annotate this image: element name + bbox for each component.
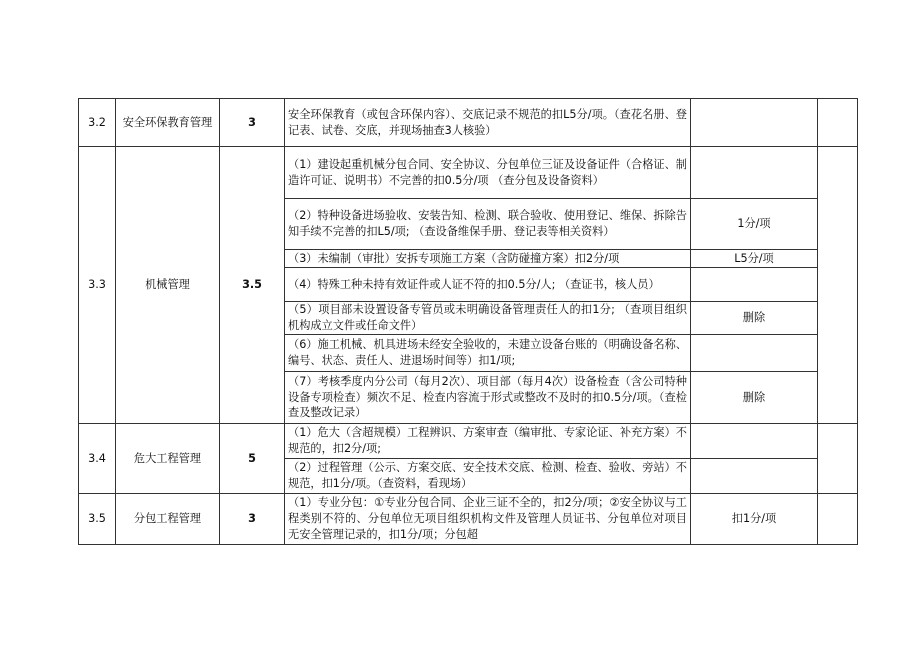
item-name: 危大工程管理 xyxy=(116,424,220,494)
criteria-text: （1）专业分包：①专业分包合同、企业三证不全的，扣2分/项；②安全协议与工程类别不符的、分包单位无项目组织机构文件及管理人员证书、分包单位对项目无安全管理记录的，扣1分/项；分包超 xyxy=(285,494,691,545)
note-cell xyxy=(691,424,818,459)
criteria-text: （7）考核季度内分公司（每月2次）、项目部（每月4次）设备检查（含公司特种设备专项检查）频次不足、检查内容流于形式或整改不及时的扣0.5分/项。（查检查及整改记录） xyxy=(285,372,691,424)
note-cell: 1分/项 xyxy=(691,199,818,250)
criteria-text: （2）特种设备进场验收、安装告知、检测、联合验收、使用登记、维保、拆除告知手续不完善的扣L5/项; （查设备维保手册、登记表等相关资料） xyxy=(285,199,691,250)
item-name: 机械管理 xyxy=(116,147,220,424)
note-cell xyxy=(691,459,818,494)
item-number: 3.5 xyxy=(79,494,116,545)
note-cell xyxy=(691,147,818,199)
table-row xyxy=(79,494,858,545)
item-score: 5 xyxy=(220,424,285,494)
item-number: 3.3 xyxy=(79,147,116,424)
criteria-text: （6）施工机械、机具进场未经安全验收的，未建立设备台账的（明确设备名称、编号、状态、责任人、进退场时间等）扣1/项; xyxy=(285,335,691,372)
note-cell: 删除 xyxy=(691,372,818,424)
criteria-text: （4）特殊工种未持有效证件或人证不符的扣0.5分/人; （查证书，核人员） xyxy=(285,268,691,302)
note-cell: 删除 xyxy=(691,302,818,335)
item-score: 3 xyxy=(220,99,285,147)
criteria-text: （5）项目部未设置设备专管员或未明确设备管理责任人的扣1分; （查项目组织机构成立文件或任命文件） xyxy=(285,302,691,335)
criteria-text: （3）未编制（审批）安拆专项施工方案（含防碰撞方案）扣2分/项 xyxy=(285,250,691,268)
note-cell xyxy=(691,99,818,147)
note-cell xyxy=(691,268,818,302)
criteria-text: （1）建设起重机械分包合同、安全协议、分包单位三证及设备证件（合格证、制造许可证、说明书）不完善的扣0.5分/项 （查分包及设备资料） xyxy=(285,147,691,199)
item-number: 3.4 xyxy=(79,424,116,494)
note-cell: L5分/项 xyxy=(691,250,818,268)
item-name: 分包工程管理 xyxy=(116,494,220,545)
blank-cell xyxy=(818,147,858,424)
table-row xyxy=(79,99,858,147)
item-number: 3.2 xyxy=(79,99,116,147)
blank-cell xyxy=(818,494,858,545)
item-name: 安全环保教育管理 xyxy=(116,99,220,147)
blank-cell xyxy=(818,99,858,147)
note-cell: 扣1分/项 xyxy=(691,494,818,545)
table-row xyxy=(79,424,858,459)
criteria-text: （1）危大（含超规模）工程辨识、方案审查（编审批、专家论证、补充方案）不规范的，扣2分/项; xyxy=(285,424,691,459)
criteria-text: 安全环保教育（或包含环保内容）、交底记录不规范的扣L5分/项。（查花名册、登记表、试卷、交底，并现场抽查3人核验） xyxy=(285,99,691,147)
item-score: 3 xyxy=(220,494,285,545)
blank-cell xyxy=(818,424,858,494)
item-score: 3.5 xyxy=(220,147,285,424)
table-row xyxy=(79,147,858,199)
evaluation-table xyxy=(78,98,858,545)
criteria-text: （2）过程管理（公示、方案交底、安全技术交底、检测、检查、验收、旁站）不规范，扣1分/项。（查资料，看现场） xyxy=(285,459,691,494)
note-cell xyxy=(691,335,818,372)
